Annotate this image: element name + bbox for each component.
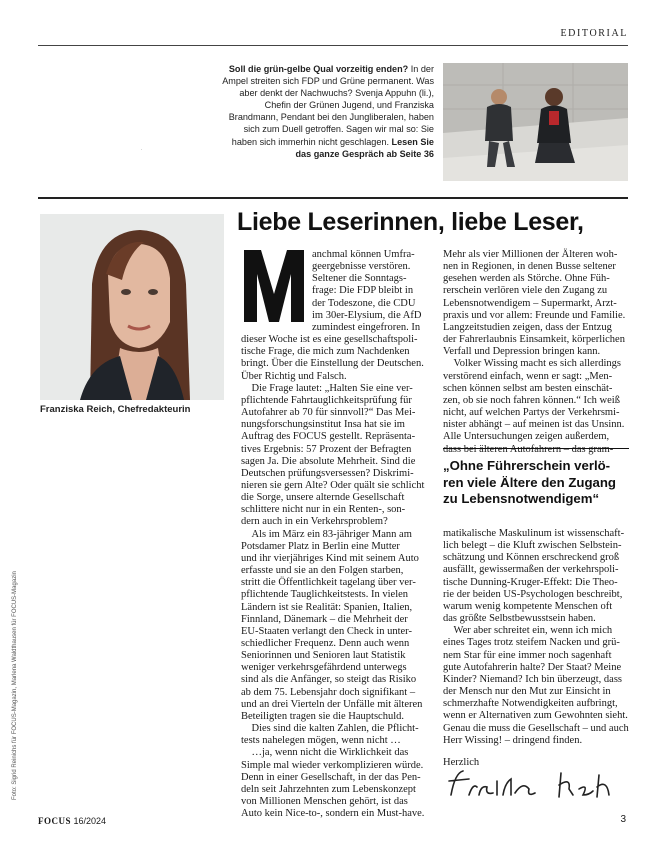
text-line: Autofahrer ab 70 für sinnvoll?“ Das Mei- <box>241 407 416 419</box>
text-line: verstörend einfach, wenn er sagt: „Men- <box>443 370 613 382</box>
teaser-body: In der Ampel streiten sich FDP und Grüne permanent. Was aber denkt der Nachwuchs? Svenja Appuhn (li.), Chefin der Grünen Jugend, und Franziska Brandmann, Pendant bei den Jungliberalen, haben sich zum Duell getroffen. Sagen wir mal so: Sie haben sich immerhin nicht geschlagen. <box>222 64 434 147</box>
header-rule <box>38 45 628 46</box>
text-line: Simple mal wieder verkomplizieren würde. <box>241 759 424 771</box>
text-line: matikalische Maskulinum ist wissenschaft- <box>443 528 625 539</box>
text-line: nicht, auf welchen Partys der Verkehrsmi- <box>443 407 620 419</box>
text-line: nem Star für eine immer noch sagenhaft <box>443 649 612 661</box>
portrait-caption: Franziska Reich, Chefredakteurin <box>40 404 191 415</box>
text-line: praxis und vor allem: Freunde und Familie. <box>443 309 626 321</box>
text-line: tests nahelegen mögen, wenn nicht … <box>241 735 401 747</box>
text-line: die Sorge, unsere alternde Gesellschaft <box>241 492 405 504</box>
section-divider <box>38 197 628 199</box>
text-line: anchmal können Umfra- <box>312 249 415 260</box>
text-line: EU-Staaten verlangt den Check in unter- <box>241 625 412 637</box>
text-line: sind als die Anfänger, so steigt das Risiko <box>241 674 417 686</box>
article-column-1 <box>241 249 429 820</box>
text-line: nen in Regionen, in denen Busse seltener <box>443 261 616 273</box>
text-line: das größte Selbstbewusstsein haben. <box>443 613 596 625</box>
text-line: wenn er Alternativen zum Gewohnten sieht. <box>443 710 628 722</box>
text-line: deln seit Jahrzehnten zum Lebenskonzept <box>241 783 416 795</box>
text-line: lich belegt – die Kluft zwischen Selbstein- <box>443 540 622 552</box>
text-line: zen, ob sie noch fahren können.“ Ich weiß <box>443 394 620 406</box>
text-line: dern auch in ein Verkehrsproblem? <box>241 516 388 528</box>
text-line: warum wenig kompetente Menschen oft <box>443 600 613 612</box>
text-line: Auto kein Nice-to-, sondern ein Must-have. <box>241 808 425 820</box>
text-line: bringt. Über die Einstellung der Deutschen. <box>241 358 424 370</box>
text-line: Genau die muss die Gesellschaft – und auch <box>443 722 629 734</box>
text-line: zumindest eingefroren. In <box>312 321 421 333</box>
text-line: Verfall und Depression bringen kann. <box>443 346 601 358</box>
text-line: der Fahrerlaubnis Einsamkeit, körperlichen <box>443 334 625 346</box>
text-line: Lebensnotwendigem – Supermarkt, Arzt- <box>443 297 617 309</box>
text-line: ren viele Ältere den Zugang <box>443 474 616 490</box>
text-line: schen können selbst am besten einschät- <box>443 382 613 394</box>
text-line: Seltener die Sonntags- <box>312 273 407 285</box>
text-line: frage: Die FDP bleibt in <box>312 285 414 297</box>
photo-credit <box>12 560 26 800</box>
photo-credit-text: Foto: Sigrid Reinichs für FOCUS-Magazin, Marlena Waldthausen für FOCUS-Magazin <box>12 571 18 800</box>
text-line: stritt die Öffentlichkeit tagelang über ver- <box>241 577 416 589</box>
text-line: tische Frage, die mich zum Nachdenken <box>241 346 410 358</box>
portrait-photo <box>40 214 224 400</box>
text-line: im 30er-Elysium, die AfD <box>312 309 422 321</box>
signature <box>443 765 633 805</box>
text-line: von Millionen Menschen gehört, ist das <box>241 796 408 808</box>
text-line: Herr Wissing! – dringend finden. <box>443 734 583 746</box>
text-line: Dies sind die kalten Zahlen, die Pflicht- <box>241 723 419 735</box>
text-line: schiedlicher Frequenz. Denn auch wenn <box>241 638 410 649</box>
text-line: tische Dunning-Kruger-Effekt: Die Theo- <box>443 576 618 588</box>
footer-magazine: FOCUS <box>38 816 72 826</box>
text-line: Deutschen prüfungsversessen? Diskrimi- <box>241 467 414 479</box>
text-line: Als im März ein 83-jähriger Mann am <box>241 528 412 540</box>
text-line: gesehen werden als Störche. Ohne Füh- <box>443 273 610 285</box>
article-column-2-continued <box>443 528 629 747</box>
text-line: erfasste und sie an den Folgen starben, <box>241 565 404 577</box>
section-label: EDITORIAL <box>560 28 628 39</box>
text-line: der Mensch nur den Mut zur Einsicht in <box>443 686 611 698</box>
pullquote <box>443 458 629 508</box>
footer-issue-number: 16/2024 <box>73 816 107 826</box>
page-number: 3 <box>620 814 626 825</box>
text-line: Langzeitstudien zeigen, dass der Entzug <box>443 321 612 333</box>
text-line: Volker Wissing macht es sich allerdings <box>443 358 621 370</box>
article-headline: Liebe Leserinnen, liebe Leser, <box>237 208 584 236</box>
text-line: „Ohne Führerschein verlö- <box>443 458 611 473</box>
text-line: Mehr als vier Millionen der Älteren woh- <box>443 249 618 260</box>
closing-greeting: Herzlich <box>443 757 480 768</box>
teaser-box <box>218 63 434 160</box>
text-line: Wer aber schreitet ein, wenn ich mich <box>443 625 613 637</box>
text-line: …ja, wenn nicht die Wirklichkeit das <box>241 747 409 759</box>
text-line: Potsdamer Platz in Berlin eine Mutter <box>241 540 400 552</box>
text-line: dieser Woche ist es eine gesellschaftspoli- <box>241 334 418 346</box>
text-line: und an drei Vierteln der Unfälle mit älteren <box>241 698 423 710</box>
text-line: Die Frage lautet: „Halten Sie eine ver- <box>241 382 413 394</box>
text-line: schlittere nicht nur in ein Renten-, son- <box>241 504 406 516</box>
text-line: Beteiligten tragen sie die Hauptschuld. <box>241 710 404 722</box>
text-line: ab dem 75. Lebensjahr doch signifikant – <box>241 686 416 698</box>
text-line: Seniorinnen und Senioren laut Statistik <box>241 650 406 662</box>
text-line: Denn in einer Gesellschaft, in der das Pen- <box>241 771 421 783</box>
text-line: sagen Ja. Die absolute Mehrheit. Sind die <box>241 455 416 467</box>
text-line: weniger verkehrsgefährdend unterwegs <box>241 662 407 674</box>
drop-cap-letter: M <box>141 150 142 151</box>
teaser-headline: Soll die grün-gelbe Qual vorzeitig enden? <box>228 64 409 74</box>
teaser-link[interactable]: Lesen Sie das ganze Gespräch ab Seite 36 <box>295 136 434 159</box>
teaser-photo <box>443 63 628 181</box>
text-line: ausfällt, gewissermaßen der verkehrspoli- <box>443 564 619 576</box>
text-line: Auftrag des FOCUS gestellt. Repräsenta- <box>241 431 416 443</box>
text-line: Über Richtig und Falsch. <box>241 370 347 382</box>
text-line: schmerzhafte Notwendigkeiten aufbringt, <box>443 698 618 710</box>
text-line: pflichtende Tauglichkeitstests. In vielen <box>241 589 409 601</box>
text-line: dass bei älteren Autofahrern – das gram- <box>443 443 614 455</box>
text-line: Kinder? Niemand? Ich bin überzeugt, dass <box>443 673 623 685</box>
text-line: schätzung und Können erschreckend groß <box>443 552 620 564</box>
text-line: nungsforschungsinstitut Insa hat sie im <box>241 419 405 431</box>
text-line: tives Ergebnis: 57 Prozent der Befragten <box>241 443 412 455</box>
article-column-2 <box>443 249 629 456</box>
text-line: nieren sie gern Alte? Oder quält sie schlicht <box>241 479 425 491</box>
text-line: Finnland, Dänemark – die Mehrheit der <box>241 613 408 625</box>
text-line: eines Tages trotz steifem Nacken und grü- <box>443 637 620 649</box>
text-line: nister abhängt – auf meinen ist das Unsinn. <box>443 419 625 431</box>
text-line: pflichtende Fahrtauglichkeitsprüfung für <box>241 394 412 406</box>
text-line: Ländern ist sie Realität: Spanien, Italien, <box>241 601 413 613</box>
text-line: zu Lebensnotwendigem“ <box>443 491 600 506</box>
text-line: gute Autofahrerin halte? Der Staat? Meine <box>443 661 622 673</box>
text-line: der Todeszone, die CDU <box>312 297 416 309</box>
text-line: Alle Untersuchungen zeigen außerdem, <box>443 431 610 443</box>
text-line: und ihr vierjähriges Kind mit seinem Auto <box>241 552 419 564</box>
footer-issue <box>38 816 106 826</box>
pullquote-rule <box>443 448 629 449</box>
text-line: geergebnisse verstören. <box>312 261 411 273</box>
text-line: rerschein verlören viele den Zugang zu <box>443 285 608 297</box>
text-line: rie der beiden US-Psychologen beschreibt, <box>443 588 623 600</box>
